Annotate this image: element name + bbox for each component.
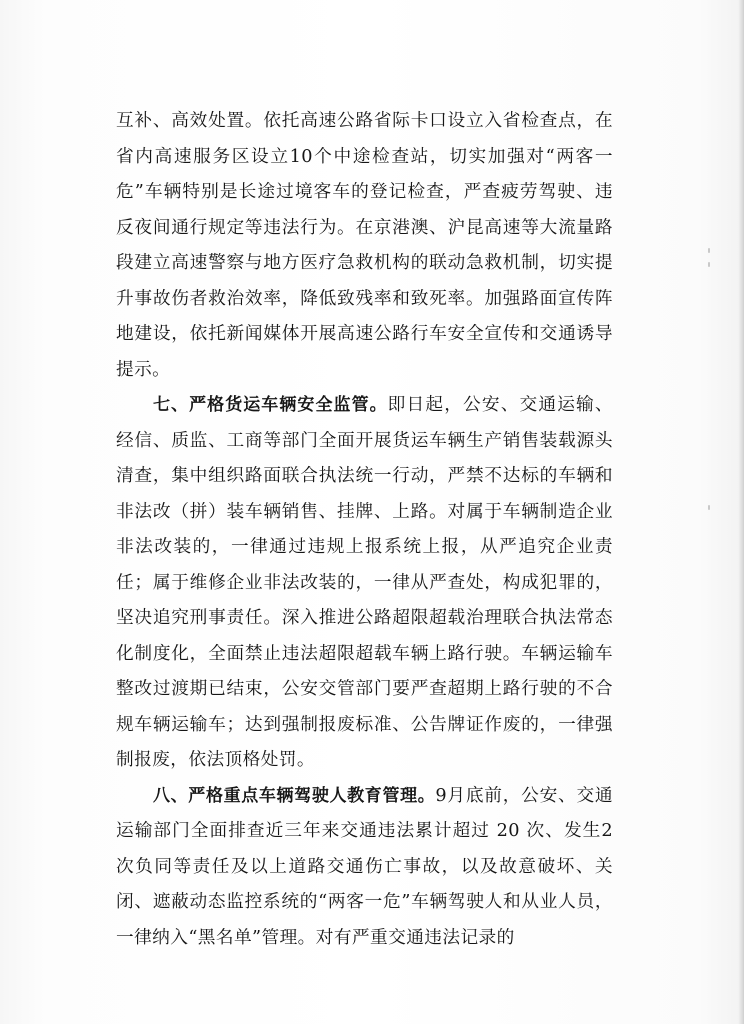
page-edge-shadow: [738, 0, 744, 1024]
paragraph-section-eight: [116, 779, 613, 957]
paragraph-text: 9月底前，公安、交通运输部门全面排查近三年来交通违法累计超过 20 次、发生2次负同等责任及以上道路交通伤亡事故，以及故意破坏、关闭、遮蔽动态监控系统的“两客一危”车辆驾驶人和从业人员，一律纳入“黑名单”管理。对有严重交通违法记录的: [116, 785, 613, 948]
section-heading: 八、严格重点车辆驾驶人教育管理。: [153, 785, 436, 806]
scan-speck: [708, 505, 710, 510]
paragraph-text: 即日起，公安、交通运输、经信、质监、工商等部门全面开展货运车辆生产销售装载源头清查，集中组织路面联合执法统一行动，严禁不达标的车辆和非法改（拼）装车辆销售、挂牌、上路。对属于车辆制造企业非法改装的，一律通过违规上报系统上报，从严追究企业责任；属于维修企业非法改装的，一律从严查处，构成犯罪的，坚决追究刑事责任。深入推进公路超限超载治理联合执法常态化制度化，全面禁止违法超限超载车辆上路行驶。车辆运输车整改过渡期已结束，公安交管部门要严查超期上路行驶的不合规车辆运输车；达到强制报废标准、公告牌证作废的，一律强制报废，依法顶格处罚。: [116, 395, 613, 770]
document-body: [116, 104, 613, 956]
scan-speck: [708, 262, 710, 267]
paragraph-text: 互补、高效处置。依托高速公路省际卡口设立入省检查点，在省内高速服务区设立10个中途检查站，切实加强对“两客一危”车辆特别是长途过境客车的登记检查，严查疲劳驾驶、违反夜间通行规定等违法行为。在京港澳、沪昆高速等大流量路段建立高速警察与地方医疗急救机构的联动急救机制，切实提升事故伤者救治效率，降低致残率和致死率。加强路面宣传阵地建设，依托新闻媒体开展高速公路行车安全宣传和交通诱导提示。: [116, 111, 613, 380]
paragraph-section-seven: [116, 388, 613, 779]
scan-speck: [708, 248, 710, 253]
section-heading: 七、严格货运车辆安全监管。: [153, 395, 388, 415]
paragraph-continuation: [116, 104, 613, 388]
